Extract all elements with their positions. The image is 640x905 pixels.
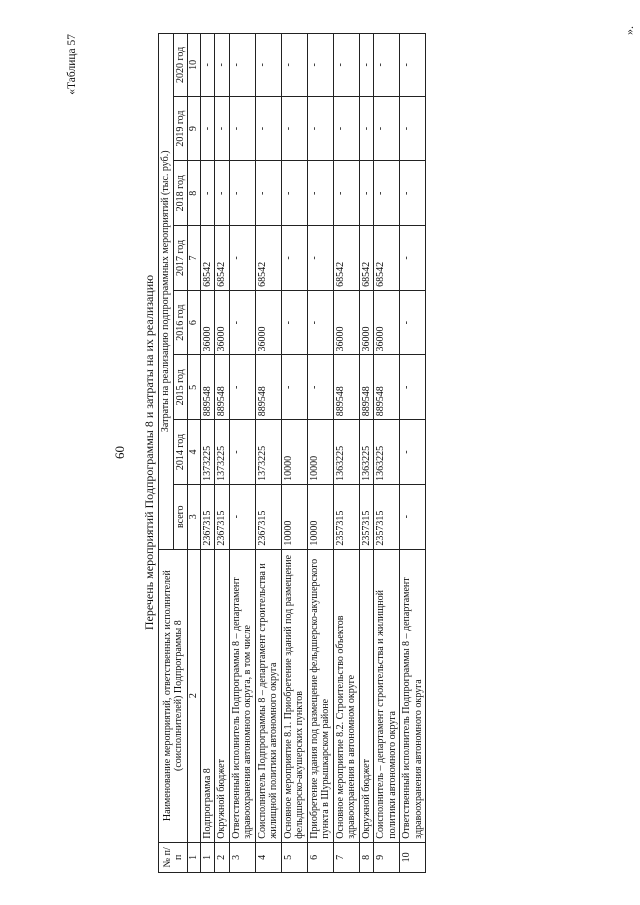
cell-2017: 68542 (215, 226, 230, 291)
row-number: 8 (359, 842, 374, 872)
header-2015: 2015 год (173, 355, 188, 420)
row-name: Соисполнитель – департамент строительства и жилищной политики автономного округа (374, 549, 400, 842)
row-name: Ответственный исполнитель Подпрограммы 8 – департамент здравоохранения автономного округа (400, 549, 426, 842)
table-row (307, 34, 333, 873)
column-index: 2 (188, 549, 201, 842)
cell-2018: - (229, 161, 255, 226)
column-index: 4 (188, 420, 201, 485)
cell-2015: 889548 (200, 355, 215, 420)
cell-2016: - (400, 290, 426, 355)
cell-total: 2357315 (333, 484, 359, 549)
cell-2016: 36000 (359, 290, 374, 355)
row-name: Ответственный исполнитель Подпрограммы 8 – департамент здравоохранения автономного округа, в том числе (229, 549, 255, 842)
page-number: 60 (112, 446, 127, 459)
cell-2016: 36000 (255, 290, 281, 355)
cell-2020: - (400, 34, 426, 97)
column-index: 6 (188, 290, 201, 355)
cell-2015: - (229, 355, 255, 420)
table-row (215, 34, 230, 873)
cell-2020: - (359, 34, 374, 97)
header-2020: 2020 год (173, 34, 188, 97)
cell-2017: 68542 (200, 226, 215, 291)
row-number: 2 (215, 842, 230, 872)
cell-2016: - (229, 290, 255, 355)
row-number: 10 (400, 842, 426, 872)
cell-2014: 1363225 (333, 420, 359, 485)
cell-total: 2367315 (255, 484, 281, 549)
cell-2018: - (307, 161, 333, 226)
table-row (200, 34, 215, 873)
row-number: 5 (281, 842, 307, 872)
cell-2014: 1373225 (200, 420, 215, 485)
cell-2019: - (215, 96, 230, 161)
cell-2019: - (307, 96, 333, 161)
column-index: 9 (188, 96, 201, 161)
column-index: 10 (188, 34, 201, 97)
cell-2018: - (359, 161, 374, 226)
row-name: Приобретение здания под размещение фельдшерско-акушерского пункта в Шурышкарском районе (307, 549, 333, 842)
cell-2016: 36000 (215, 290, 230, 355)
row-name: Окружной бюджет (215, 549, 230, 842)
table-row (255, 34, 281, 873)
row-number: 1 (200, 842, 215, 872)
cell-2015: 889548 (359, 355, 374, 420)
cell-2014: 1373225 (215, 420, 230, 485)
cell-total: 2357315 (374, 484, 400, 549)
column-index: 1 (188, 842, 201, 872)
header-num: № п/п (159, 842, 188, 872)
column-index: 7 (188, 226, 201, 291)
cell-total: 10000 (281, 484, 307, 549)
cell-2015: - (400, 355, 426, 420)
cell-2020: - (229, 34, 255, 97)
measures-cost-table (158, 33, 426, 873)
cell-2014: - (229, 420, 255, 485)
cell-2019: - (359, 96, 374, 161)
document-title: Перечень мероприятий Подпрограммы 8 и затраты на их реализацию (142, 274, 156, 631)
cell-total: - (400, 484, 426, 549)
cell-2014: 1363225 (359, 420, 374, 485)
cell-2019: - (200, 96, 215, 161)
cell-2020: - (200, 34, 215, 97)
row-name: Основное мероприятие 8.2. Строительство объектов здравоохранения в автономном округе (333, 549, 359, 842)
cell-2017: 68542 (255, 226, 281, 291)
cell-2014: 1363225 (374, 420, 400, 485)
cell-total: - (229, 484, 255, 549)
cell-2019: - (400, 96, 426, 161)
closing-quote-mark: ». (622, 26, 636, 35)
cell-2019: - (374, 96, 400, 161)
cell-2018: - (374, 161, 400, 226)
cell-2014: 10000 (281, 420, 307, 485)
cell-2017: 68542 (374, 226, 400, 291)
cell-2015: - (281, 355, 307, 420)
cell-2017: - (281, 226, 307, 291)
header-name: Наименование мероприятий, ответственных исполнителей (соисполнителей) Подпрограммы 8 (159, 549, 188, 842)
cell-total: 2357315 (359, 484, 374, 549)
cell-2019: - (255, 96, 281, 161)
header-row-top (159, 34, 174, 873)
cell-2019: - (333, 96, 359, 161)
header-2016: 2016 год (173, 290, 188, 355)
cell-2017: 68542 (359, 226, 374, 291)
cell-2015: 889548 (255, 355, 281, 420)
cell-2016: - (281, 290, 307, 355)
header-2017: 2017 год (173, 226, 188, 291)
row-name: Соисполнитель Подпрограммы 8 – департамент строительства и жилищной политики автономного округа (255, 549, 281, 842)
cell-total: 2367315 (200, 484, 215, 549)
cell-2016: 36000 (374, 290, 400, 355)
cell-total: 2367315 (215, 484, 230, 549)
cell-2016: 36000 (333, 290, 359, 355)
cell-2020: - (307, 34, 333, 97)
table-row (374, 34, 400, 873)
cell-2015: 889548 (215, 355, 230, 420)
cell-2014: - (400, 420, 426, 485)
row-number: 7 (333, 842, 359, 872)
header-2014: 2014 год (173, 420, 188, 485)
cell-2018: - (400, 161, 426, 226)
cell-2019: - (229, 96, 255, 161)
cell-2018: - (215, 161, 230, 226)
header-2019: 2019 год (173, 96, 188, 161)
row-name: Окружной бюджет (359, 549, 374, 842)
cell-2020: - (333, 34, 359, 97)
row-number: 6 (307, 842, 333, 872)
header-2018: 2018 год (173, 161, 188, 226)
column-index-row (188, 34, 201, 873)
cell-2017: 68542 (333, 226, 359, 291)
header-total: всего (173, 484, 188, 549)
cell-2017: - (400, 226, 426, 291)
row-name: Подпрограмма 8 (200, 549, 215, 842)
cell-2020: - (374, 34, 400, 97)
row-number: 3 (229, 842, 255, 872)
cell-2020: - (215, 34, 230, 97)
row-name: Основное мероприятие 8.1. Приобретение зданий под размещение фельдшерско-акушерских пунктов (281, 549, 307, 842)
table-row (400, 34, 426, 873)
column-index: 8 (188, 161, 201, 226)
cell-2019: - (281, 96, 307, 161)
cell-2020: - (281, 34, 307, 97)
cell-2016: - (307, 290, 333, 355)
cell-2016: 36000 (200, 290, 215, 355)
cell-2014: 1373225 (255, 420, 281, 485)
table-row (359, 34, 374, 873)
table-row (229, 34, 255, 873)
row-number: 4 (255, 842, 281, 872)
cell-2015: 889548 (333, 355, 359, 420)
column-index: 3 (188, 484, 201, 549)
cell-2020: - (255, 34, 281, 97)
table-label: «Таблица 57 (66, 34, 78, 95)
row-number: 9 (374, 842, 400, 872)
cell-2015: 889548 (374, 355, 400, 420)
header-costs-group: Затраты на реализацию подпрограммных мероприятий (тыс. руб.) (159, 34, 174, 550)
cell-2018: - (255, 161, 281, 226)
column-index: 5 (188, 355, 201, 420)
cell-2017: - (229, 226, 255, 291)
cell-2014: 10000 (307, 420, 333, 485)
cell-2018: - (281, 161, 307, 226)
cell-2015: - (307, 355, 333, 420)
table-row (333, 34, 359, 873)
cell-2017: - (307, 226, 333, 291)
cell-2018: - (333, 161, 359, 226)
cell-2018: - (200, 161, 215, 226)
cell-total: 10000 (307, 484, 333, 549)
table-row (281, 34, 307, 873)
